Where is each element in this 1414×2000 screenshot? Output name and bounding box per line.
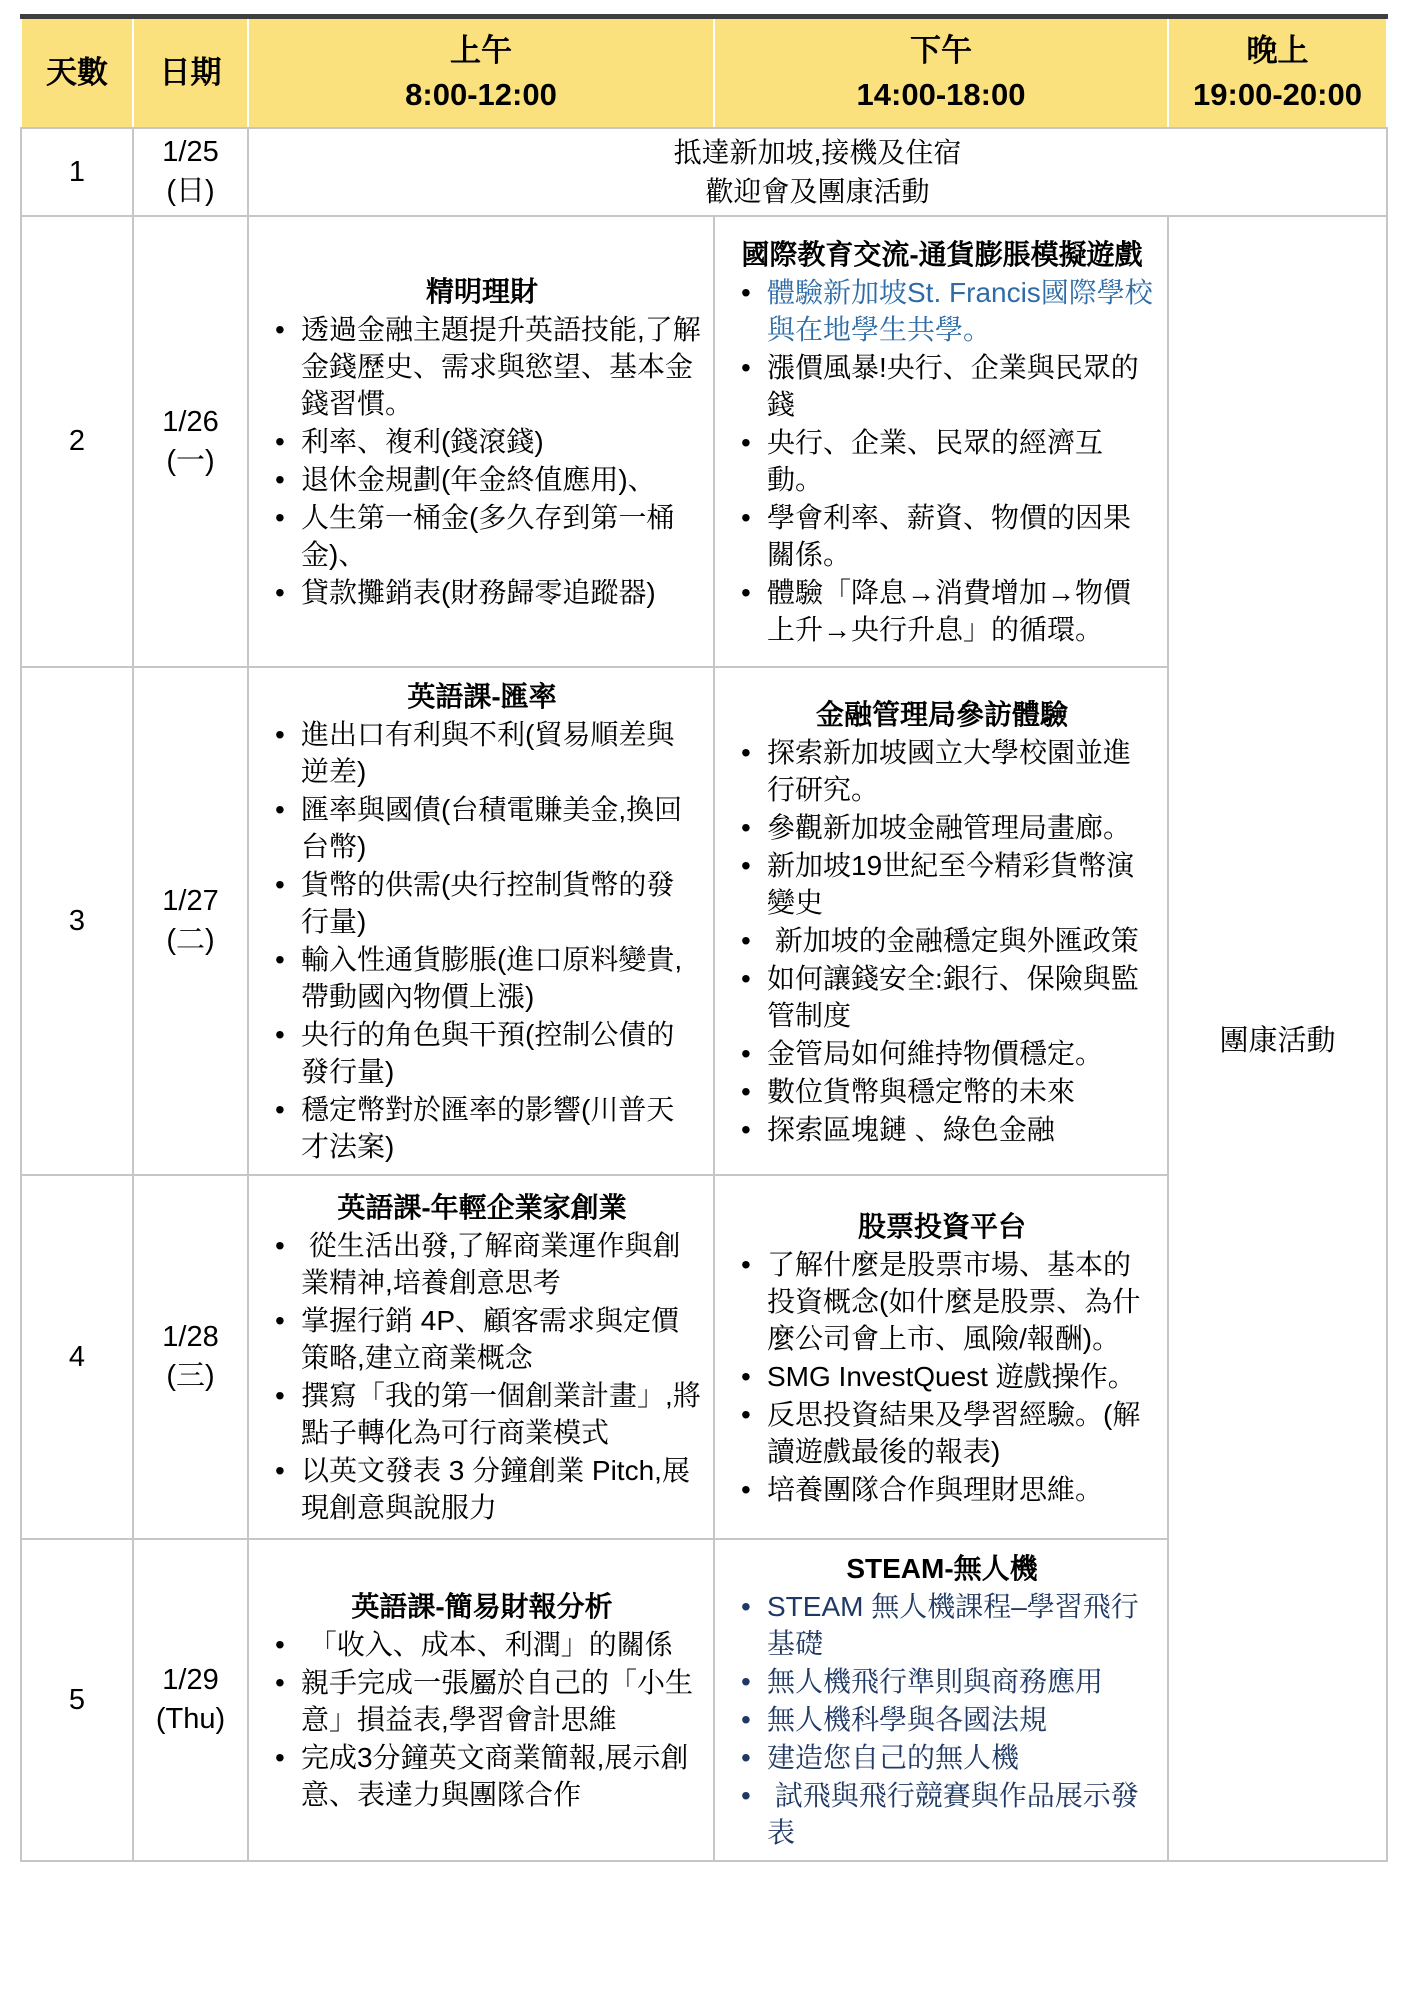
cell-title: 股票投資平台 <box>857 1210 1026 1242</box>
bullet-item: • 進出口有利與不利(貿易順差與逆差) <box>275 716 701 790</box>
header-time: 8:00-12:00 <box>405 77 557 112</box>
arrival-line: 歡迎會及團康活動 <box>705 176 930 207</box>
evening-activity-cell: 團康活動 <box>1168 216 1387 1861</box>
cell-title: 國際教育交流-通貨膨脹模擬遊戲 <box>741 239 1143 270</box>
date-cell <box>133 1539 248 1861</box>
activity-list <box>729 1588 1155 1851</box>
bullet-item: • 試飛與飛行競賽與作品展示發表 <box>741 1777 1155 1851</box>
date-line: 1/29 <box>162 1664 219 1696</box>
cell-title: STEAM-無人機 <box>846 1553 1038 1584</box>
afternoon-cell <box>714 1175 1168 1539</box>
morning-cell <box>248 667 714 1175</box>
itinerary-table-wrapper <box>20 14 1388 1862</box>
activity-list <box>263 1626 701 1813</box>
bullet-item: • 探索新加坡國立大學校園並進行研究。 <box>741 734 1155 808</box>
morning-header-cell <box>248 17 714 129</box>
bullet-item: • 撰寫「我的第一個創業計畫」,將點子轉化為可行商業模式 <box>275 1377 701 1451</box>
day-header-cell <box>21 17 133 129</box>
activity-list <box>263 311 701 611</box>
bullet-item: • STEAM 無人機課程–學習飛行基礎 <box>741 1588 1155 1662</box>
bullet-item: • 輸入性通貨膨脹(進口原料變貴,帶動國內物價上漲) <box>275 941 701 1015</box>
bullet-item: • 金管局如何維持物價穩定。 <box>741 1035 1155 1072</box>
bullet-item: • 退休金規劃(年金終值應用)、 <box>275 461 701 498</box>
header-time: 19:00-20:00 <box>1193 77 1362 112</box>
bullet-item: • 以英文發表 3 分鐘創業 Pitch,展現創意與說服力 <box>275 1452 701 1526</box>
bullet-item: • 探索區塊鏈 、綠色金融 <box>741 1111 1155 1148</box>
afternoon-cell <box>714 216 1168 667</box>
date-cell <box>133 1175 248 1539</box>
day-cell: 1 <box>21 128 133 216</box>
afternoon-cell <box>714 1539 1168 1861</box>
day-cell: 4 <box>21 1175 133 1539</box>
bullet-item: • 反思投資結果及學習經驗。(解讀遊戲最後的報表) <box>741 1396 1155 1470</box>
date-line: 1/25 <box>162 136 219 168</box>
date-line: (日) <box>166 175 215 207</box>
bullet-item: • 體驗新加坡St. Francis國際學校與在地學生共學。 <box>741 274 1155 348</box>
bullet-item: • 無人機飛行準則與商務應用 <box>741 1663 1155 1700</box>
morning-cell <box>248 1175 714 1539</box>
bullet-item: • 透過金融主題提升英語技能,了解金錢歷史、需求與慾望、基本金錢習慣。 <box>275 311 701 422</box>
bullet-item: • 央行、企業、民眾的經濟互動。 <box>741 424 1155 498</box>
bullet-item: • 央行的角色與干預(控制公債的發行量) <box>275 1016 701 1090</box>
header-time: 14:00-18:00 <box>856 77 1026 112</box>
bullet-item: • 參觀新加坡金融管理局畫廊。 <box>741 809 1155 846</box>
date-cell <box>133 216 248 667</box>
bullet-item: • 掌握行銷 4P、顧客需求與定價策略,建立商業概念 <box>275 1302 701 1376</box>
bullet-item: • 數位貨幣與穩定幣的未來 <box>741 1073 1155 1110</box>
afternoon-header-cell <box>714 17 1168 129</box>
bullet-item: • 新加坡的金融穩定與外匯政策 <box>741 922 1155 959</box>
bullet-item: • 完成3分鐘英文商業簡報,展示創意、表達力與團隊合作 <box>275 1739 701 1813</box>
header-label: 日期 <box>159 55 222 90</box>
date-line: (二) <box>166 924 215 956</box>
table-row-day2 <box>21 216 1387 667</box>
bullet-item: • 匯率與國債(台積電賺美金,換回台幣) <box>275 791 701 865</box>
bullet-item: • 新加坡19世紀至今精彩貨幣演變史 <box>741 847 1155 921</box>
bullet-item: • 從生活出發,了解商業運作與創業精神,培養創意思考 <box>275 1227 701 1301</box>
bullet-item: • 人生第一桶金(多久存到第一桶金)、 <box>275 499 701 573</box>
date-line: (Thu) <box>155 1703 226 1735</box>
table-row-day1 <box>21 128 1387 216</box>
cell-title: 金融管理局參訪體驗 <box>815 698 1068 730</box>
afternoon-cell <box>714 667 1168 1175</box>
bullet-item: • 學會利率、薪資、物價的因果關係。 <box>741 499 1155 573</box>
bullet-item: • 漲價風暴!央行、企業與民眾的錢 <box>741 349 1155 423</box>
bullet-item: • 體驗「降息→消費增加→物價上升→央行升息」的循環。 <box>741 574 1155 648</box>
header-row <box>21 17 1387 129</box>
date-line: 1/28 <box>162 1321 219 1353</box>
bullet-item: • 貨幣的供需(央行控制貨幣的發行量) <box>275 866 701 940</box>
bullet-item: • 了解什麼是股票市場、基本的投資概念(如什麼是股票、為什麼公司會上市、風險/報酬)。 <box>741 1246 1155 1357</box>
bullet-item: • SMG InvestQuest 遊戲操作。 <box>741 1358 1155 1395</box>
date-header-cell <box>133 17 248 129</box>
header-label: 上午 <box>450 33 512 68</box>
cell-title: 精明理財 <box>425 276 538 307</box>
header-label: 天數 <box>46 55 108 90</box>
date-cell <box>133 667 248 1175</box>
bullet-item: • 無人機科學與各國法規 <box>741 1701 1155 1738</box>
bullet-item: • 親手完成一張屬於自己的「小生意」損益表,學習會計思維 <box>275 1664 701 1738</box>
header-label: 晚上 <box>1246 33 1309 68</box>
cell-title: 英語課-匯率 <box>407 681 557 712</box>
activity-list <box>263 1227 701 1526</box>
bullet-item: • 如何讓錢安全:銀行、保險與監管制度 <box>741 960 1155 1034</box>
activity-list <box>263 716 701 1165</box>
date-cell <box>133 128 248 216</box>
evening-header-cell <box>1168 17 1387 129</box>
day-cell: 3 <box>21 667 133 1175</box>
bullet-item: • 利率、複利(錢滾錢) <box>275 423 701 460</box>
bullet-item: • 培養團隊合作與理財思維。 <box>741 1471 1155 1508</box>
date-line: (三) <box>166 1360 215 1392</box>
cell-title: 英語課-簡易財報分析 <box>351 1591 613 1622</box>
arrival-line: 抵達新加坡,接機及住宿 <box>673 137 962 168</box>
cell-title: 英語課-年輕企業家創業 <box>337 1192 627 1223</box>
bullet-item: • 建造您自己的無人機 <box>741 1739 1155 1776</box>
activity-list <box>729 1246 1155 1508</box>
itinerary-table <box>20 14 1388 1862</box>
morning-cell <box>248 1539 714 1861</box>
date-line: 1/26 <box>162 405 219 438</box>
morning-cell <box>248 216 714 667</box>
day-cell: 2 <box>21 216 133 667</box>
bullet-item: • 穩定幣對於匯率的影響(川普天才法案) <box>275 1091 701 1165</box>
day-cell: 5 <box>21 1539 133 1861</box>
header-label: 下午 <box>910 33 972 68</box>
bullet-item: • 貸款攤銷表(財務歸零追蹤器) <box>275 574 701 611</box>
bullet-item: • 「收入、成本、利潤」的關係 <box>275 1626 701 1663</box>
arrival-cell <box>248 128 1387 216</box>
activity-list <box>729 734 1155 1148</box>
activity-list <box>729 274 1155 648</box>
date-line: 1/27 <box>162 885 219 917</box>
date-line: (一) <box>166 444 215 477</box>
